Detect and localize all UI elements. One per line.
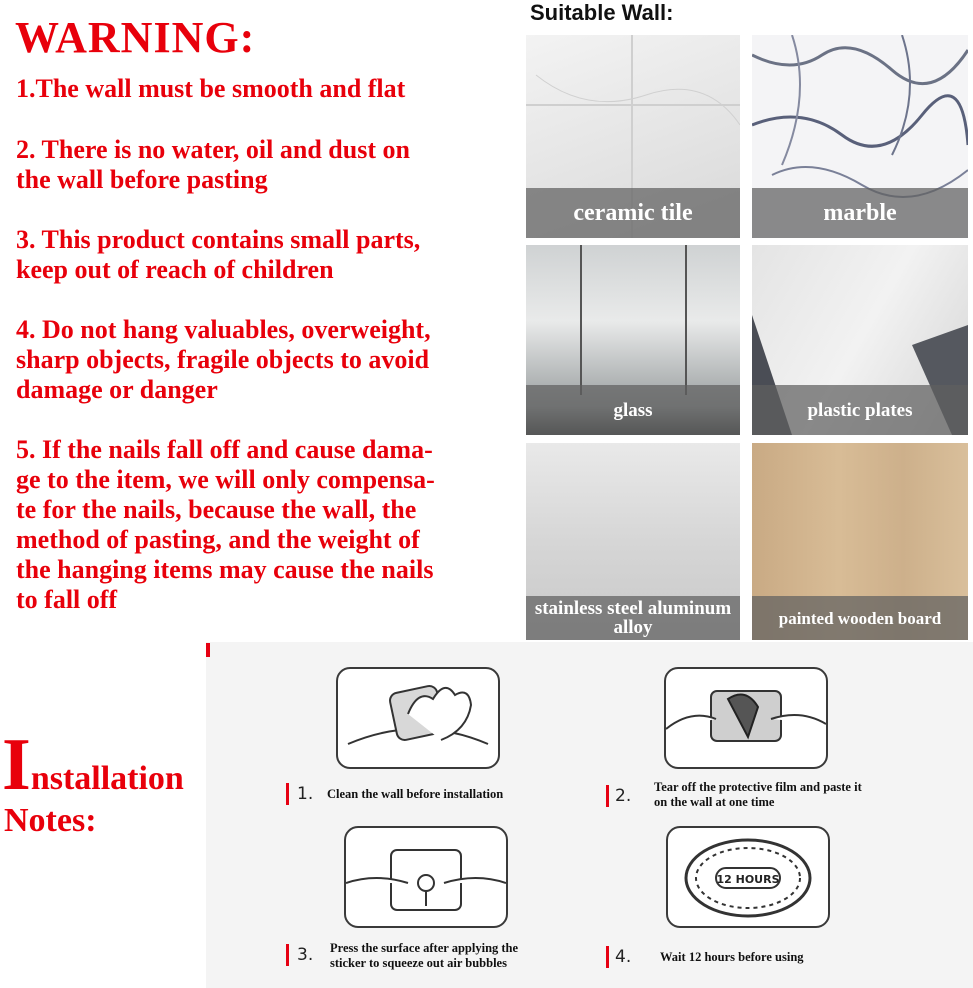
step-4-marker: [606, 946, 609, 968]
tile-plastic: [752, 245, 968, 435]
warning-title: WARNING:: [15, 13, 256, 62]
warning-item-1: 1.The wall must be smooth and flat: [16, 74, 406, 103]
tile-label: marble: [752, 188, 968, 238]
tile-label: painted wooden board: [752, 596, 968, 640]
clock-icon: [666, 826, 830, 928]
installation-initial: I: [2, 724, 31, 806]
tile-glass: [526, 245, 740, 435]
tile-label: plastic plates: [752, 385, 968, 435]
step-1-text: Clean the wall before installation: [327, 787, 504, 801]
step-2-marker: [606, 785, 609, 807]
step-3-text: Press the surface after applying the sticker to squeeze out air bubbles: [330, 941, 519, 970]
tile-label: ceramic tile: [526, 188, 740, 238]
panel-accent-mark: [206, 643, 210, 657]
tile-steel: [526, 443, 740, 640]
warning-item-3: 3. This product contains small parts, keep out of reach of children: [16, 225, 421, 284]
step-4-text: Wait 12 hours before using: [660, 950, 804, 964]
tile-label: glass: [526, 385, 740, 435]
installation-title: [2, 724, 184, 806]
tile-wood: [752, 443, 968, 640]
press-sticker-icon: [344, 826, 508, 928]
tile-ceramic: [526, 35, 740, 238]
step-3-marker: [286, 944, 289, 966]
clock-label: 12 HOURS: [716, 873, 780, 886]
warning-item-5: 5. If the nails fall off and cause dama- ge to the item, we will only compensa- te for the nails, because the wall, the method of pasting, and the weight of the hanging items may cause the nails to fall off: [16, 435, 435, 614]
installation-panel: [206, 642, 973, 988]
step-2-text: Tear off the protective film and paste it on the wall at one time: [654, 780, 862, 809]
tile-label: stainless steel aluminum alloy: [526, 596, 740, 640]
step-1-marker: [286, 783, 289, 805]
warning-item-4: 4. Do not hang valuables, overweight, sharp objects, fragile objects to avoid damage or danger: [16, 315, 431, 404]
peel-film-icon: [664, 667, 828, 769]
step-2-number: 2.: [615, 786, 632, 806]
suitable-wall-title: Suitable Wall:: [530, 0, 674, 25]
step-3-number: 3.: [297, 945, 314, 965]
installation-rest: nstallation: [30, 760, 184, 797]
notes-title: Notes:: [4, 802, 97, 839]
step-1-number: 1.: [297, 784, 314, 804]
step-4-number: 4.: [615, 947, 632, 967]
tile-marble: [752, 35, 968, 238]
warning-item-2: 2. There is no water, oil and dust on the wall before pasting: [16, 135, 410, 194]
hand-wiping-icon: [336, 667, 500, 769]
